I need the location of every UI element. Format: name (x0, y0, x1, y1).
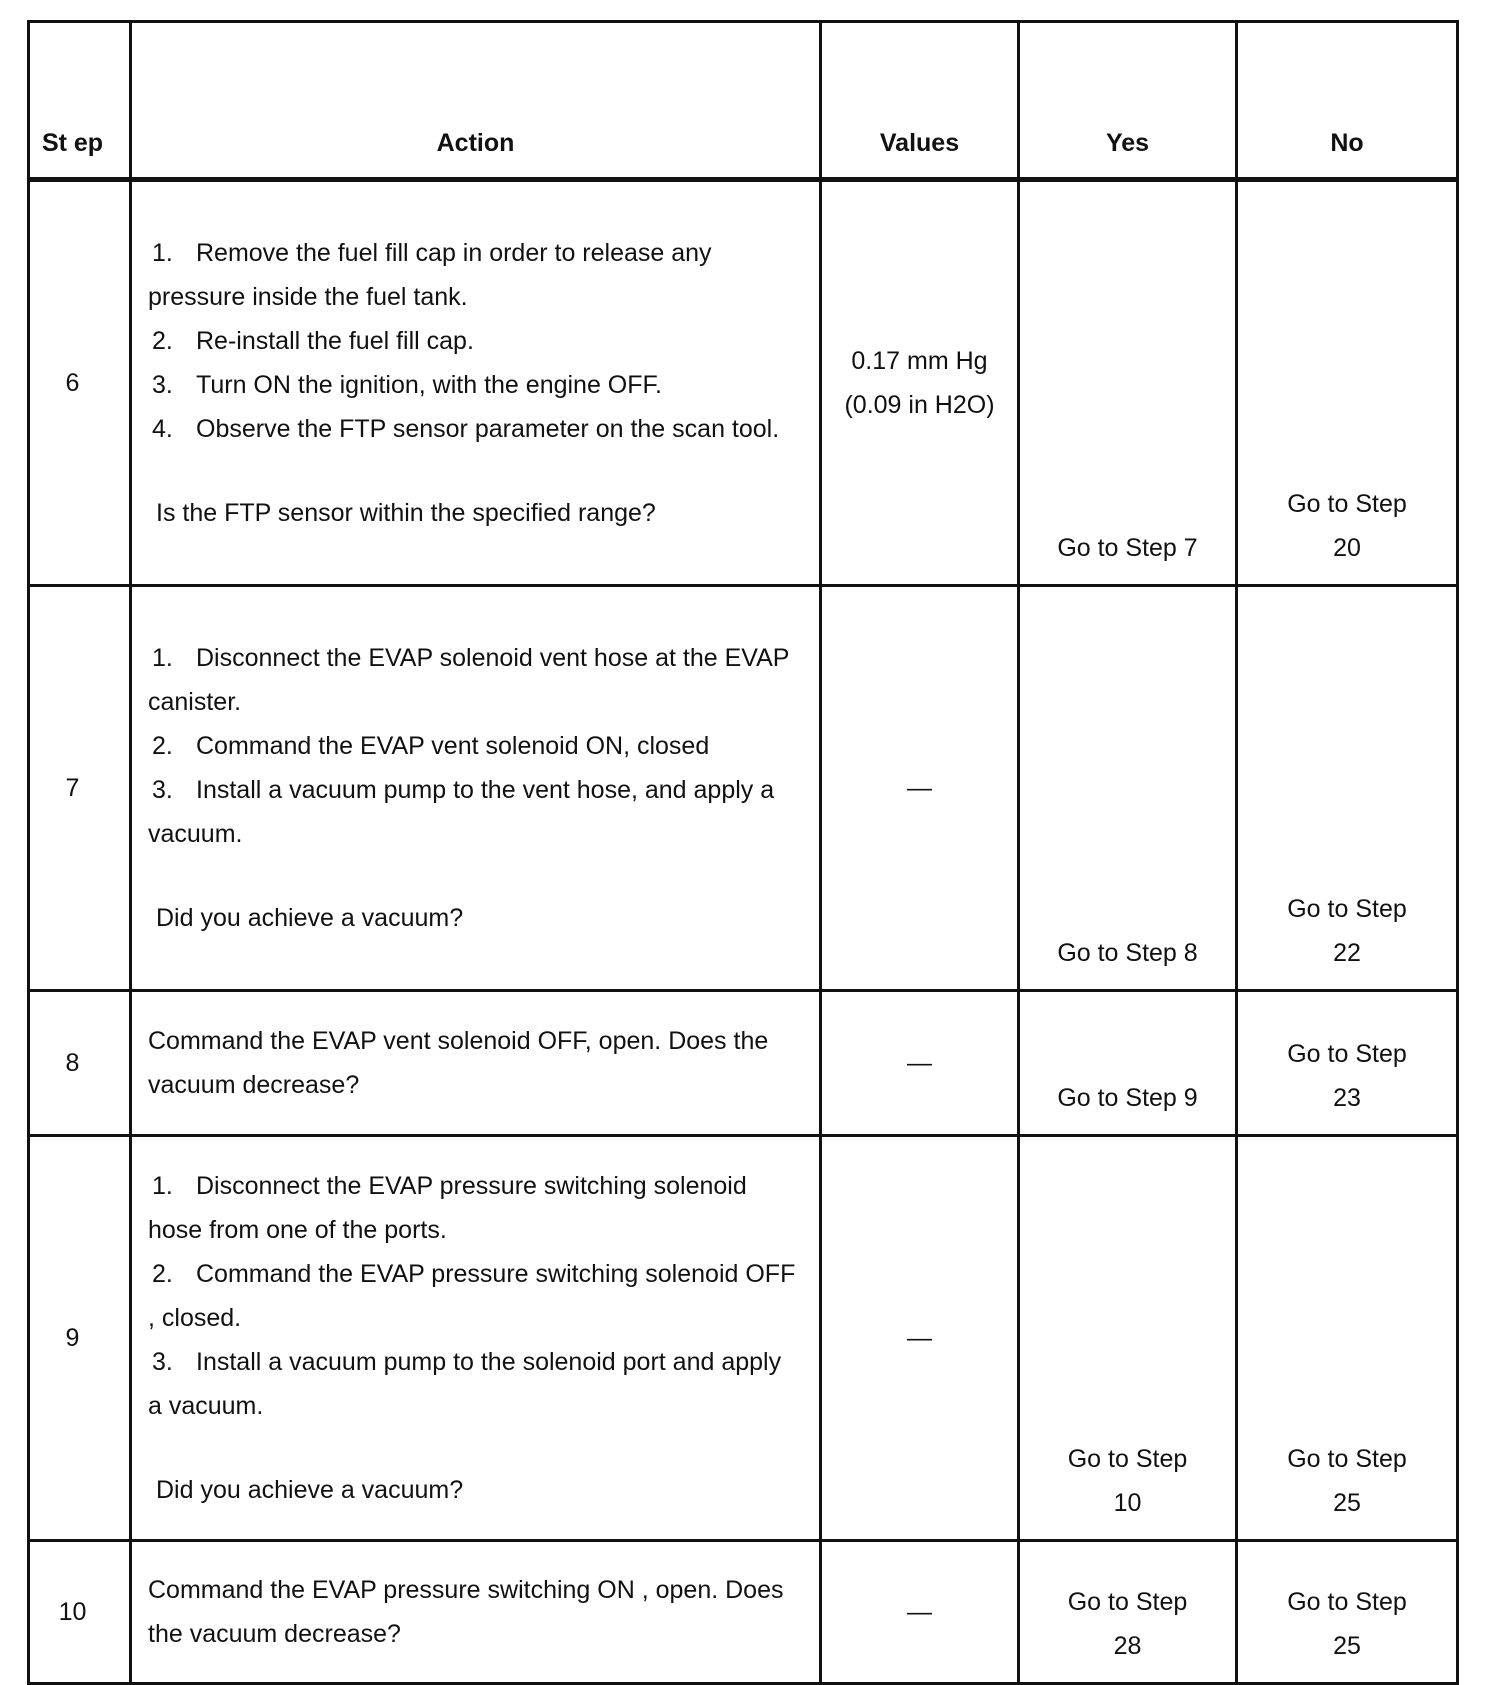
action-item: 2. Command the EVAP pressure switching solenoid OFF , closed. (148, 1260, 796, 1332)
action-cell (131, 180, 821, 586)
action-cell (131, 1136, 821, 1541)
action-item: 2. Command the EVAP vent solenoid ON, closed (152, 732, 710, 760)
action-item: 1. Disconnect the EVAP pressure switching solenoid hose from one of the ports. (148, 1172, 747, 1244)
yes-cell: Go to Step 10 (1019, 1136, 1237, 1541)
step-number: 10 (29, 1541, 131, 1684)
no-cell: Go to Step 22 (1237, 586, 1458, 991)
yes-cell: Go to Step 9 (1019, 991, 1237, 1136)
action-item: 2. Re-install the fuel fill cap. (152, 327, 474, 355)
action-item: 1. Disconnect the EVAP solenoid vent hose at the EVAP canister. (148, 644, 789, 716)
table-row (29, 180, 1458, 586)
action-text: Command the EVAP pressure switching ON , open. Does the vacuum decrease? (148, 1576, 784, 1648)
action-item: 4. Observe the FTP sensor parameter on the scan tool. (152, 415, 780, 443)
table-row (29, 1541, 1458, 1684)
table-row (29, 586, 1458, 991)
action-cell (131, 586, 821, 991)
action-question: Did you achieve a vacuum? (156, 1476, 464, 1504)
values-cell: — (821, 991, 1019, 1136)
step-number: 8 (29, 991, 131, 1136)
step-number: 7 (29, 586, 131, 991)
no-cell: Go to Step 20 (1237, 180, 1458, 586)
yes-cell: Go to Step 7 (1019, 180, 1237, 586)
no-cell: Go to Step 25 (1237, 1136, 1458, 1541)
action-question: Did you achieve a vacuum? (156, 904, 464, 932)
header-yes: Yes (1019, 22, 1237, 180)
values-cell: — (821, 586, 1019, 991)
table-row (29, 1136, 1458, 1541)
header-step: St ep (29, 22, 131, 180)
yes-cell: Go to Step 28 (1019, 1541, 1237, 1684)
action-text: Command the EVAP vent solenoid OFF, open. Does the vacuum decrease? (148, 1027, 769, 1099)
action-cell (131, 991, 821, 1136)
action-item: 3. Install a vacuum pump to the vent hose, and apply a vacuum. (148, 776, 775, 848)
values-cell: — (821, 1541, 1019, 1684)
header-no: No (1237, 22, 1458, 180)
action-item: 1. Remove the fuel fill cap in order to release any pressure inside the fuel tank. (148, 239, 712, 311)
action-item: 3. Install a vacuum pump to the solenoid port and apply a vacuum. (148, 1348, 782, 1420)
step-number: 9 (29, 1136, 131, 1541)
values-cell: 0.17 mm Hg (0.09 in H2O) (821, 180, 1019, 586)
diagnostic-steps-table (27, 20, 1459, 1685)
step-number: 6 (29, 180, 131, 586)
yes-cell: Go to Step 8 (1019, 586, 1237, 991)
action-cell (131, 1541, 821, 1684)
header-action: Action (131, 22, 821, 180)
values-cell: — (821, 1136, 1019, 1541)
no-cell: Go to Step 25 (1237, 1541, 1458, 1684)
action-item: 3. Turn ON the ignition, with the engine OFF. (152, 371, 662, 399)
no-cell: Go to Step 23 (1237, 991, 1458, 1136)
table-header (29, 22, 1458, 180)
header-values: Values (821, 22, 1019, 180)
table-row (29, 991, 1458, 1136)
action-question: Is the FTP sensor within the specified range? (156, 499, 656, 527)
